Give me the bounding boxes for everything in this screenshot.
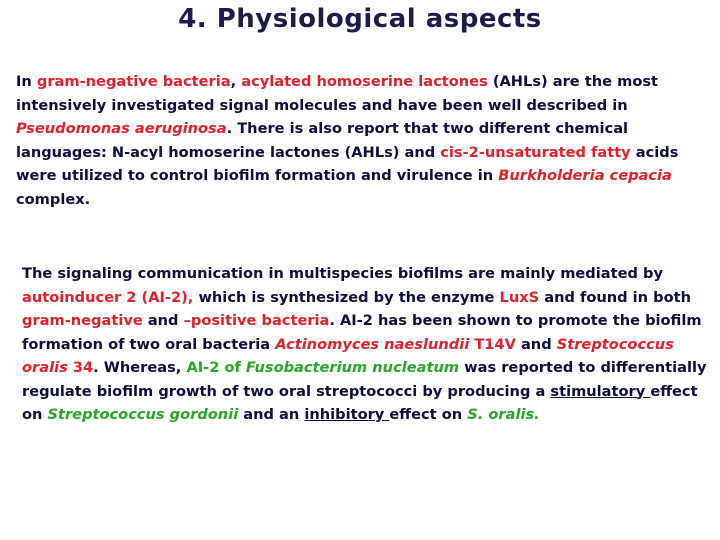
text-span: In: [16, 73, 37, 90]
text-span: . AI-2 has been shown to promote the biofilm formation of two oral bacteria: [22, 312, 702, 353]
highlight-34: 34: [72, 359, 94, 376]
paragraph-ai2: [22, 262, 714, 427]
highlight-t14v: T14V: [474, 335, 516, 353]
text-span: and: [142, 312, 184, 329]
text-span: complex.: [16, 190, 91, 208]
text-span: ,: [230, 73, 242, 90]
highlight-ahl: acylated homoserine lactones: [241, 73, 488, 90]
text-span: effect on: [22, 382, 698, 423]
highlight-ai2-of: AI-2 of: [186, 359, 246, 376]
text-span: and found in both: [539, 288, 691, 306]
highlight-luxs: LuxS: [499, 288, 540, 306]
highlight-gram-negative: gram-negative: [22, 312, 143, 329]
highlight-s-oralis: S. oralis.: [467, 406, 540, 423]
text-span: effect on: [389, 406, 468, 423]
highlight-positive-bacteria: –positive bacteria: [183, 312, 330, 329]
highlight-gram-negative: gram-negative bacteria: [36, 73, 231, 90]
text-span: which is synthesized by the enzyme: [193, 288, 500, 306]
text-span: The signaling communication in multispecies biofilms are mainly mediated by: [22, 265, 663, 282]
underlined-inhibitory: inhibitory: [304, 406, 390, 423]
text-span: and: [515, 335, 557, 353]
highlight-actinomyces: Actinomyces naeslundii: [275, 335, 470, 353]
paragraph-ahl: [16, 70, 706, 211]
highlight-streptococcus-gordonii: Streptococcus gordonii: [47, 406, 239, 423]
text-span: and an: [238, 406, 305, 423]
underlined-stimulatory: stimulatory: [550, 382, 651, 400]
highlight-ai2: autoinducer 2 (AI-2),: [22, 288, 194, 306]
highlight-fusobacterium: Fusobacterium nucleatum: [245, 359, 460, 376]
highlight-cis2: cis-2-unsaturated fatty: [440, 143, 631, 161]
highlight-pseudomonas: Pseudomonas aeruginosa: [16, 120, 227, 137]
page-title: 4. Physiological aspects: [178, 4, 542, 34]
text-span: acids were utilized to control biofilm formation and virulence in: [16, 143, 679, 184]
text-span: was reported to differentially regulate biofilm growth of two oral streptococci by producing a: [22, 359, 707, 400]
text-span: (AHLs) are the most intensively investigated signal molecules and have been well described in: [16, 73, 659, 114]
highlight-streptococcus-oralis: Streptococcus oralis: [22, 335, 674, 376]
highlight-burkholderia: Burkholderia cepacia: [498, 167, 672, 184]
text-span: . There is also report that two different chemical languages: N-acyl homoserine lactones (AHLs) and: [16, 120, 629, 161]
text-span: . Whereas,: [93, 359, 187, 376]
